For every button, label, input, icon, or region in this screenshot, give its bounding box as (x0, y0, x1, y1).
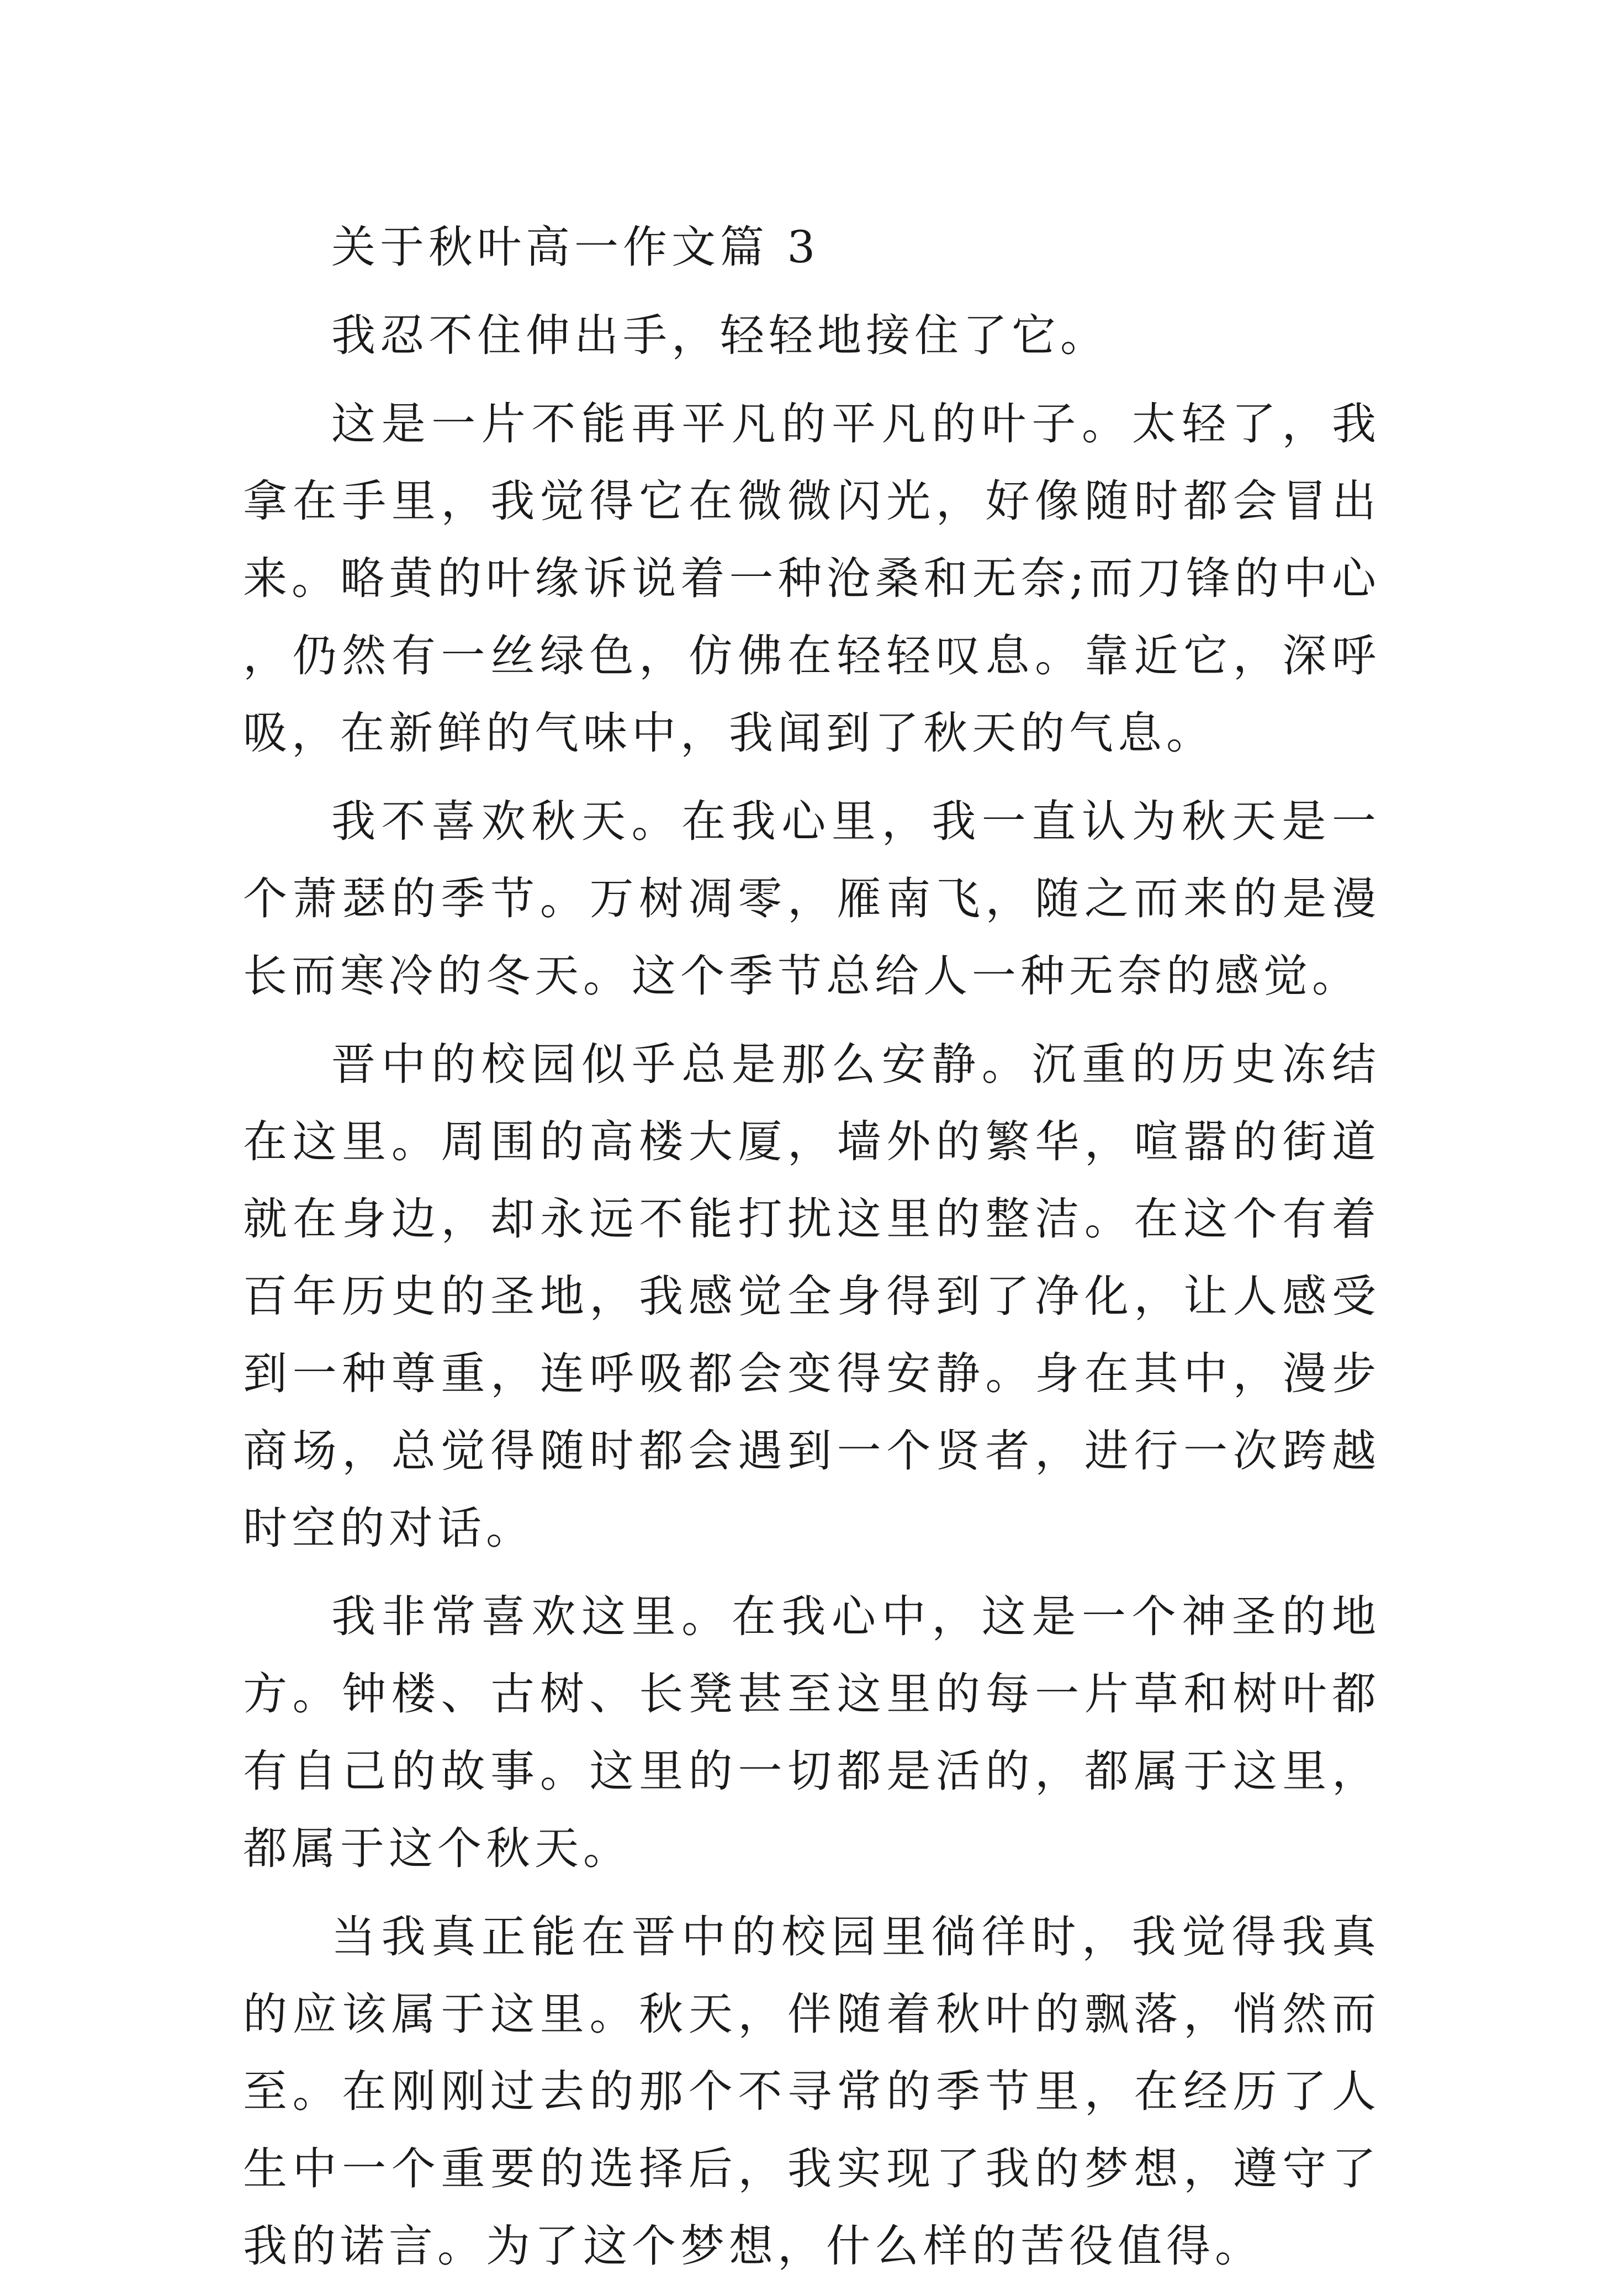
paragraph: 我不喜欢秋天。在我心里，我一直认为秋天是一个萧瑟的季节。万树凋零，雁南飞，随之而来的是漫长而寒冷的冬天。这个季节总给人一种无奈的感觉。 (243, 796, 1380, 1002)
paragraph: 这是一片不能再平凡的平凡的叶子。太轻了，我拿在手里，我觉得它在微微闪光，好像随时都会冒出来。略黄的叶缘诉说着一种沧桑和无奈;而刀锋的中心，仍然有一丝绿色，仿佛在轻轻叹息。靠近它，深呼吸，在新鲜的气味中，我闻到了秋天的气息。 (243, 398, 1380, 759)
paragraph: 我非常喜欢这里。在我心中，这是一个神圣的地方。钟楼、古树、长凳甚至这里的每一片草和树叶都有自己的故事。这里的一切都是活的，都属于这里，都属于这个秋天。 (243, 1591, 1380, 1874)
paragraph: 当我真正能在晋中的校园里徜徉时，我觉得我真的应该属于这里。秋天，伴随着秋叶的飘落，悄然而至。在刚刚过去的那个不寻常的季节里，在经历了人生中一个重要的选择后，我实现了我的梦想，遵守了我的诺言。为了这个梦想，什么样的苦役值得。 (243, 1911, 1380, 2272)
document-title: 关于秋叶高一作文篇 3 (331, 221, 820, 273)
paragraph: 我忍不住伸出手，轻轻地接住了它。 (331, 310, 1109, 361)
paragraph: 晋中的校园似乎总是那么安静。沉重的历史冻结在这里。周围的高楼大厦，墙外的繁华，喧嚣的街道就在身边，却永远不能打扰这里的整洁。在这个有着百年历史的圣地，我感觉全身得到了净化，让人感受到一种尊重，连呼吸都会变得安静。身在其中，漫步商场，总觉得随时都会遇到一个贤者，进行一次跨越时空的对话。 (243, 1039, 1380, 1554)
document-body (243, 209, 1380, 2296)
